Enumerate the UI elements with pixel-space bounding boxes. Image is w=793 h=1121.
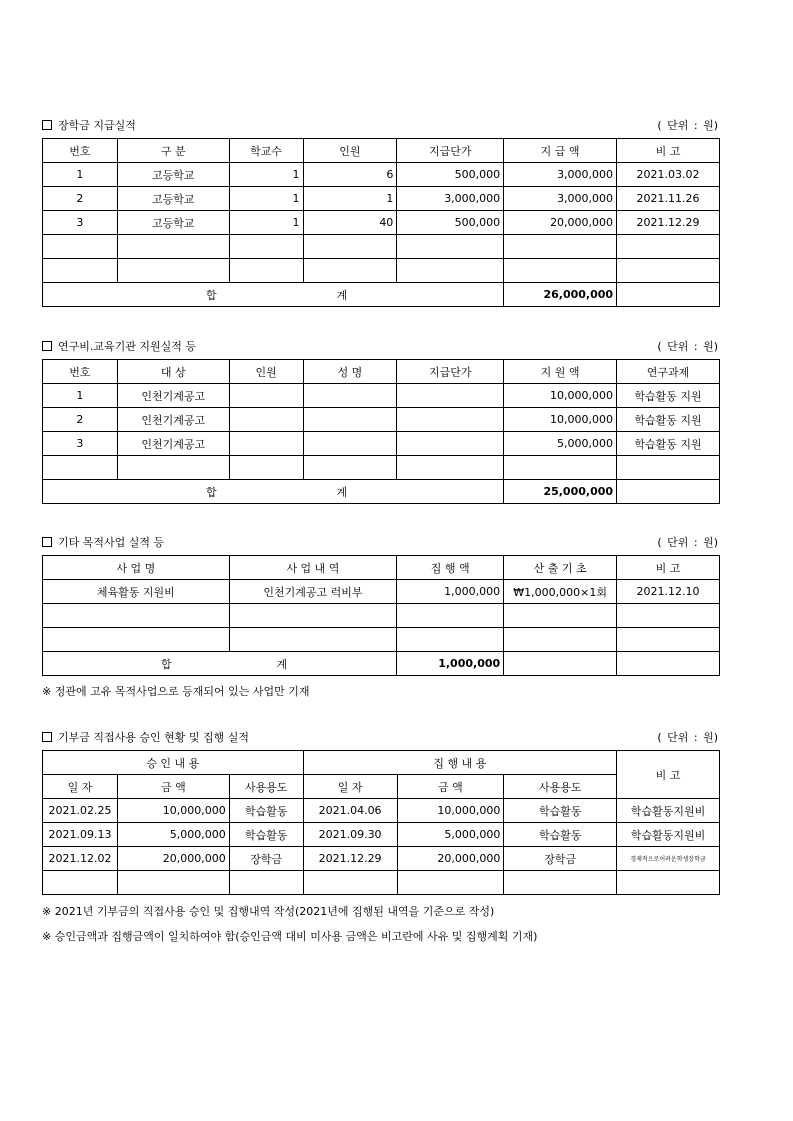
cell-amount: 3,000,000 [504, 163, 617, 187]
total-label-sum: 합 [206, 485, 217, 499]
table-row-empty [43, 456, 720, 480]
header-cell: 지급단가 [397, 360, 504, 384]
cell-execution-date: 2021.09.30 [303, 823, 397, 847]
cell-name [303, 384, 397, 408]
total-row [43, 283, 720, 307]
cell-execution-use: 학습활동 [504, 799, 617, 823]
cell-approval-date: 2021.02.25 [43, 799, 118, 823]
cell-remarks: 학습활동지원비 [617, 823, 720, 847]
cell-schools: 1 [229, 211, 303, 235]
header-cell: 지급단가 [397, 139, 504, 163]
cell-execution-use: 장학금 [504, 847, 617, 871]
cell-unit-price: 500,000 [397, 211, 504, 235]
table-row [43, 580, 720, 604]
cell-amount: 20,000,000 [504, 211, 617, 235]
scholarship-unit: ( 단위 : 원) [657, 119, 718, 132]
donation-unit: ( 단위 : 원) [657, 731, 718, 744]
cell-category: 고등학교 [117, 187, 229, 211]
table-header-row [43, 556, 720, 580]
cell-execution-use: 학습활동 [504, 823, 617, 847]
scholarship-title-text: 장학금 지급실적 [58, 119, 136, 132]
cell-remarks: 경제적으로어려운학생장학금 [617, 847, 720, 871]
table-header-row [43, 139, 720, 163]
header-cell: 대 상 [117, 360, 229, 384]
cell-unit-price: 500,000 [397, 163, 504, 187]
cell-name [303, 408, 397, 432]
cell-execution-amount: 20,000,000 [397, 847, 504, 871]
table-header-row [43, 360, 720, 384]
cell-approval-use: 학습활동 [229, 823, 303, 847]
header-cell: 사용용도 [229, 775, 303, 799]
cell-execution-date: 2021.04.06 [303, 799, 397, 823]
cell-executed-amount: 1,000,000 [397, 580, 504, 604]
cell-approval-use: 학습활동 [229, 799, 303, 823]
cell-no: 3 [43, 211, 118, 235]
other-title [42, 536, 164, 549]
cell-execution-amount: 10,000,000 [397, 799, 504, 823]
checkbox-icon [42, 341, 52, 351]
cell-approval-use: 장학금 [229, 847, 303, 871]
total-label-total: 계 [336, 288, 348, 302]
cell-unit-price [397, 432, 504, 456]
header-cell: 비 고 [617, 556, 720, 580]
total-label-total: 계 [336, 485, 348, 499]
cell-people: 40 [303, 211, 397, 235]
total-remarks [617, 283, 720, 307]
cell-no: 2 [43, 408, 118, 432]
cell-amount: 10,000,000 [504, 408, 617, 432]
execution-group-header: 집 행 내 용 [303, 751, 616, 775]
total-label-sum: 합 [161, 657, 172, 671]
table-row [43, 799, 720, 823]
header-cell: 비 고 [617, 139, 720, 163]
cell-approval-amount: 20,000,000 [117, 847, 229, 871]
table-row [43, 187, 720, 211]
other-unit: ( 단위 : 원) [657, 536, 718, 549]
donation-title [42, 731, 249, 744]
donation-note-2: ※ 승인금액과 집행금액이 일치하여야 함(승인금액 대비 미사용 금액은 비고란에 사유 및 집행계획 기재) [42, 930, 538, 943]
cell-schools: 1 [229, 187, 303, 211]
total-row [43, 480, 720, 504]
header-cell: 번호 [43, 139, 118, 163]
header-cell: 금 액 [397, 775, 504, 799]
cell-amount: 5,000,000 [504, 432, 617, 456]
table-row [43, 384, 720, 408]
header-cell: 집 행 액 [397, 556, 504, 580]
table-row-empty [43, 259, 720, 283]
cell-people [229, 384, 303, 408]
research-unit: ( 단위 : 원) [657, 340, 718, 353]
other-note: ※ 정관에 고유 목적사업으로 등재되어 있는 사업만 기재 [42, 685, 310, 698]
cell-no: 3 [43, 432, 118, 456]
cell-amount: 3,000,000 [504, 187, 617, 211]
scholarship-title [42, 119, 136, 132]
cell-category: 고등학교 [117, 163, 229, 187]
table-row [43, 823, 720, 847]
table-row-empty [43, 604, 720, 628]
cell-target: 인천기계공고 [117, 408, 229, 432]
header-cell: 일 자 [303, 775, 397, 799]
cell-remarks: 2021.03.02 [617, 163, 720, 187]
cell-project: 학습활동 지원 [617, 384, 720, 408]
header-cell: 인원 [229, 360, 303, 384]
remarks-header: 비 고 [617, 751, 720, 799]
cell-project: 학습활동 지원 [617, 408, 720, 432]
cell-remarks: 2021.11.26 [617, 187, 720, 211]
donation-title-text: 기부금 직접사용 승인 현황 및 집행 실적 [58, 731, 249, 744]
total-basis [504, 652, 617, 676]
cell-approval-amount: 10,000,000 [117, 799, 229, 823]
cell-unit-price [397, 408, 504, 432]
total-amount: 25,000,000 [504, 480, 617, 504]
other-table [42, 555, 720, 676]
checkbox-icon [42, 537, 52, 547]
cell-schools: 1 [229, 163, 303, 187]
cell-category: 고등학교 [117, 211, 229, 235]
cell-project: 학습활동 지원 [617, 432, 720, 456]
header-cell: 번호 [43, 360, 118, 384]
total-label [43, 480, 504, 504]
header-cell: 금 액 [117, 775, 229, 799]
donation-table [42, 750, 720, 895]
table-row [43, 408, 720, 432]
cell-remarks: 2021.12.10 [617, 580, 720, 604]
cell-no: 1 [43, 384, 118, 408]
header-cell: 학교수 [229, 139, 303, 163]
header-cell: 산 출 기 초 [504, 556, 617, 580]
total-label [43, 652, 397, 676]
checkbox-icon [42, 120, 52, 130]
cell-people: 1 [303, 187, 397, 211]
cell-remarks: 2021.12.29 [617, 211, 720, 235]
total-row [43, 652, 720, 676]
research-table [42, 359, 720, 504]
approval-group-header: 승 인 내 용 [43, 751, 304, 775]
checkbox-icon [42, 732, 52, 742]
cell-calculation-basis: ₩1,000,000×1회 [504, 580, 617, 604]
cell-execution-date: 2021.12.29 [303, 847, 397, 871]
table-row [43, 211, 720, 235]
scholarship-table [42, 138, 720, 307]
cell-execution-amount: 5,000,000 [397, 823, 504, 847]
header-cell: 지 원 액 [504, 360, 617, 384]
table-row [43, 847, 720, 871]
cell-remarks: 학습활동지원비 [617, 799, 720, 823]
table-row [43, 163, 720, 187]
table-group-header-row [43, 751, 720, 775]
cell-approval-date: 2021.12.02 [43, 847, 118, 871]
cell-approval-date: 2021.09.13 [43, 823, 118, 847]
cell-project-name: 체육활동 지원비 [43, 580, 230, 604]
cell-no: 2 [43, 187, 118, 211]
cell-amount: 10,000,000 [504, 384, 617, 408]
cell-unit-price [397, 384, 504, 408]
cell-unit-price: 3,000,000 [397, 187, 504, 211]
header-cell: 구 분 [117, 139, 229, 163]
cell-target: 인천기계공고 [117, 432, 229, 456]
table-row-empty [43, 235, 720, 259]
total-remarks [617, 652, 720, 676]
donation-note-1: ※ 2021년 기부금의 직접사용 승인 및 집행내역 작성(2021년에 집행된 내역을 기준으로 작성) [42, 905, 495, 918]
total-amount: 1,000,000 [397, 652, 504, 676]
other-title-text: 기타 목적사업 실적 등 [58, 536, 165, 549]
table-row [43, 432, 720, 456]
cell-people: 6 [303, 163, 397, 187]
header-cell: 사 업 내 역 [229, 556, 397, 580]
cell-name [303, 432, 397, 456]
table-row-empty [43, 628, 720, 652]
header-cell: 사용용도 [504, 775, 617, 799]
header-cell: 사 업 명 [43, 556, 230, 580]
research-title-text: 연구비.교육기관 지원실적 등 [58, 340, 197, 353]
header-cell: 인원 [303, 139, 397, 163]
total-label-sum: 합 [206, 288, 217, 302]
cell-project-detail: 인천기계공고 럭비부 [229, 580, 397, 604]
cell-people [229, 432, 303, 456]
cell-people [229, 408, 303, 432]
cell-approval-amount: 5,000,000 [117, 823, 229, 847]
header-cell: 지 급 액 [504, 139, 617, 163]
cell-target: 인천기계공고 [117, 384, 229, 408]
total-label-total: 계 [276, 657, 288, 671]
research-title [42, 340, 196, 353]
total-label [43, 283, 504, 307]
header-cell: 성 명 [303, 360, 397, 384]
header-cell: 연구과제 [617, 360, 720, 384]
total-amount: 26,000,000 [504, 283, 617, 307]
header-cell: 일 자 [43, 775, 118, 799]
table-row-empty [43, 871, 720, 895]
cell-no: 1 [43, 163, 118, 187]
total-remarks [617, 480, 720, 504]
